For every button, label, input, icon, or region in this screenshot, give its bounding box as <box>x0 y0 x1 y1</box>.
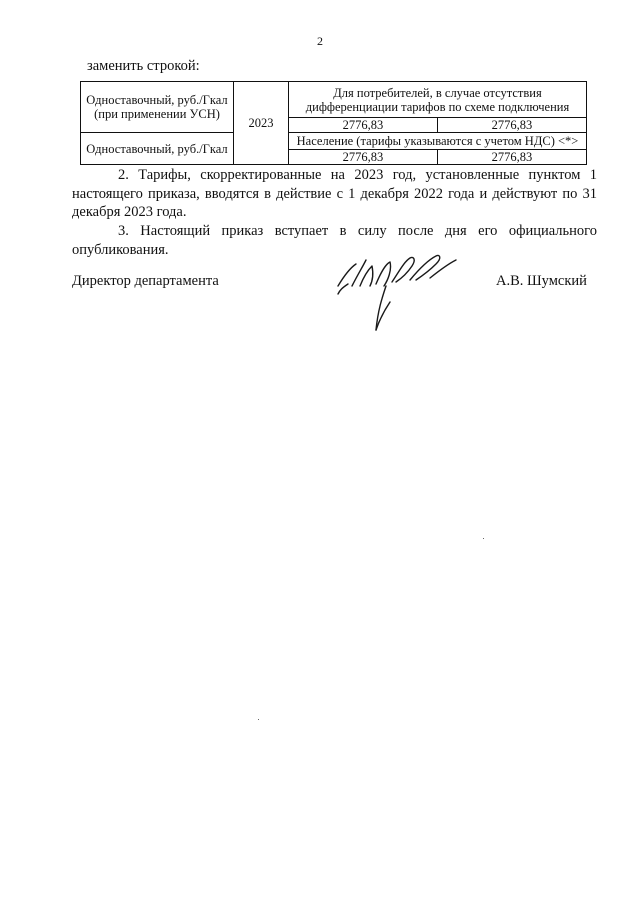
header-consumers: Для потребителей, в случае отсутствия дифференциации тарифов по схеме подключения <box>289 82 587 118</box>
value-cell: 2776,83 <box>437 150 586 165</box>
page-number: 2 <box>317 34 323 48</box>
signatory-position: Директор департамента <box>72 273 219 289</box>
value-cell: 2776,83 <box>289 118 438 133</box>
scan-speck <box>483 538 484 539</box>
tariff-table <box>80 81 587 165</box>
signatory-name: А.В. Шумский <box>496 273 587 289</box>
scan-speck <box>258 719 259 720</box>
value-cell: 2776,83 <box>289 150 438 165</box>
row1-label: Одноставочный, руб./Гкал (при применении УСН) <box>81 82 234 133</box>
value-cell: 2776,83 <box>437 118 586 133</box>
paragraph-3: 3. Настоящий приказ вступает в силу после дня его официального опубликования. <box>72 223 597 258</box>
lead-text: заменить строкой: <box>87 58 200 74</box>
header-population: Население (тарифы указываются с учетом НДС) <*> <box>289 133 587 150</box>
row2-label: Одноставочный, руб./Гкал <box>81 133 234 165</box>
signature-image <box>330 246 465 341</box>
paragraph-2: 2. Тарифы, скорректированные на 2023 год, установленные пунктом 1 настоящего приказа, вводятся в действие с 1 декабря 2022 года и действуют по 31 декабря 2023 года. <box>72 167 597 220</box>
year-cell: 2023 <box>234 82 289 165</box>
